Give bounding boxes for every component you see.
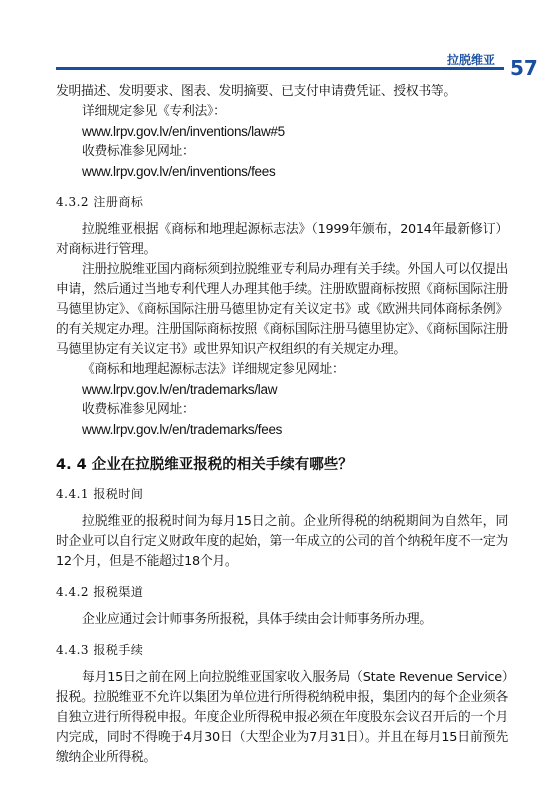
page-number: 57 (510, 56, 538, 80)
header-title: 拉脱维亚 (447, 53, 496, 67)
section-heading-4-4-2: 4.4.2 报税渠道 (56, 585, 144, 599)
trademark-fee-label: 收费标准参见网址： (82, 402, 195, 417)
section-heading-4-3-2: 4.3.2 注册商标 (56, 195, 144, 209)
trademark-law-link[interactable]: www.lrpv.gov.lv/en/trademarks/law (82, 382, 278, 397)
trademark-fee-link[interactable]: www.lrpv.gov.lv/en/trademarks/fees (82, 422, 283, 437)
trademark-law-label: 《商标和地理起源标志法》详细规定参见网址： (82, 362, 345, 377)
tax-channel-paragraph: 企业应通过会计师事务所报税，具体手续由会计师事务所办理。 (82, 612, 432, 627)
section-heading-4-4-1: 4.4.1 报税时间 (56, 487, 144, 501)
trademark-law-paragraph: 拉脱维亚根据《商标和地理起源标志法》（1999年颁布，2014年最新修订）对商标进行管理。 (56, 222, 508, 257)
intro-paragraph: 发明描述、发明要求、图表、发明摘要、已支付申请费凭证、授权书等。 (56, 84, 456, 99)
tax-procedure-paragraph: 每月15日之前在网上向拉脱维亚国家收入服务局（State Revenue Service）报税。拉脱维亚不允许以集团为单位进行所得税纳税申报，集团内的每个企业须各自独立进行所得税申报。年度企业所得税申报必须在年度股东会议召开后的一个月内完成，同时不得晚于4月30日（大型企业为7月31日）。并且在每月15日前预先缴纳企业所得税。 (56, 670, 508, 765)
header-rule (56, 67, 504, 70)
page-body (56, 82, 508, 768)
patent-law-label: 详细规定参见《专利法》： (82, 104, 226, 119)
tax-time-paragraph: 拉脱维亚的报税时间为每月15日之前。企业所得税的纳税期间为自然年，同时企业可以自行定义财政年度的起始，第一年成立的公司的首个纳税年度不一定为12个月，但是不能超过18个月。 (56, 514, 508, 569)
patent-fee-label: 收费标准参见网址： (82, 144, 195, 159)
section-heading-4-4: 4. 4 企业在拉脱维亚报税的相关手续有哪些？ (56, 457, 353, 473)
patent-law-link[interactable]: www.lrpv.gov.lv/en/inventions/law#5 (82, 124, 285, 139)
trademark-registration-paragraph: 注册拉脱维亚国内商标须到拉脱维亚专利局办理有关手续。外国人可以仅提出申请，然后通过当地专利代理人办理其他手续。注册欧盟商标按照《商标国际注册马德里协定》、《商标国际注册马德里协定有关议定书》或《欧洲共同体商标条例》的有关规定办理。注册国际商标按照《商标国际注册马德里协定》、《商标国际注册马德里协定有关议定书》或世界知识产权组织的有关规定办理。 (56, 262, 508, 357)
patent-fee-link[interactable]: www.lrpv.gov.lv/en/inventions/fees (82, 164, 276, 179)
section-heading-4-4-3: 4.4.3 报税手续 (56, 643, 144, 657)
